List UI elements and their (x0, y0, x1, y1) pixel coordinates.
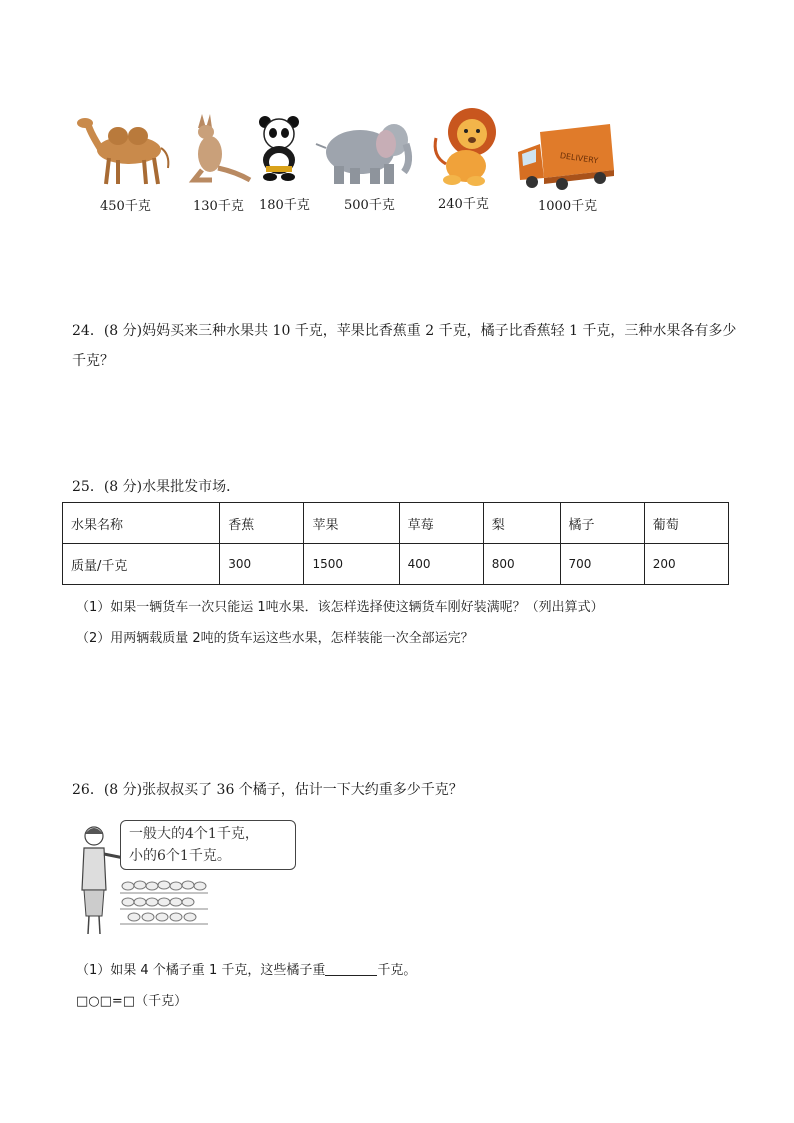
weight-label-lion: 240千克 (438, 197, 489, 212)
camel-icon (74, 112, 180, 188)
orange-pile (122, 881, 206, 921)
question-25-sub1: （1）如果一辆货车一次只能运 1吨水果．该怎样选择使这辆货车刚好装满呢？（列出算式） (76, 600, 604, 615)
weight-label-panda: 180千克 (259, 198, 310, 213)
lion-icon (426, 104, 506, 188)
elephant-icon (314, 118, 416, 186)
table-cell: 水果名称 (63, 503, 220, 544)
question-26-sub1-unit: 千克。 (377, 963, 417, 978)
table-cell: 200 (644, 544, 728, 585)
question-26-title: 26．(8 分)张叔叔买了 36 个橘子，估计一下大约重多少千克？ (72, 782, 463, 798)
fruit-table (62, 502, 729, 585)
table-cell: 苹果 (304, 503, 399, 544)
answer-blank[interactable] (325, 961, 377, 976)
table-cell: 草莓 (399, 503, 483, 544)
weight-label-truck: 1000千克 (538, 199, 598, 214)
table-cell: 800 (483, 544, 560, 585)
question-26-sub1-text: （1）如果 4 个橘子重 1 千克，这些橘子重 (76, 963, 326, 978)
weight-label-camel: 450千克 (100, 199, 151, 214)
table-cell: 梨 (483, 503, 560, 544)
question-26-formula: □○□=□（千克） (76, 994, 188, 1009)
table-cell: 300 (220, 544, 304, 585)
question-25-title: 25．(8 分)水果批发市场． (72, 479, 241, 495)
truck-icon (514, 122, 616, 192)
table-cell: 1500 (304, 544, 399, 585)
truck-logo-text: DELIVERY (559, 151, 599, 166)
bubble-line1: 一般大的4个1千克， (129, 826, 259, 842)
weight-label-kangaroo: 130千克 (193, 199, 244, 214)
question-24 (72, 316, 752, 376)
table-cell: 橘子 (560, 503, 644, 544)
table-cell: 质量/千克 (63, 544, 220, 585)
table-row (63, 544, 729, 585)
table-cell: 700 (560, 544, 644, 585)
weight-label-elephant: 500千克 (344, 198, 395, 213)
bubble-line2: 小的6个1千克。 (129, 848, 231, 864)
speech-bubble (120, 820, 296, 870)
question-26-sub1 (76, 959, 416, 978)
panda-icon (256, 114, 302, 182)
kangaroo-icon (180, 108, 252, 184)
table-header-row (63, 503, 729, 544)
question-24-line1: 24．(8 分)妈妈买来三种水果共 10 千克，苹果比香蕉重 2 千克，橘子比香蕉轻 1 千克，三种水果各有多少 (72, 323, 737, 339)
table-cell: 葡萄 (644, 503, 728, 544)
question-24-line2: 千克？ (72, 353, 114, 369)
table-cell: 400 (399, 544, 483, 585)
question-25-sub2: （2）用两辆载质量 2吨的货车运这些水果，怎样装能一次全部运完？ (76, 631, 474, 646)
table-cell: 香蕉 (220, 503, 304, 544)
